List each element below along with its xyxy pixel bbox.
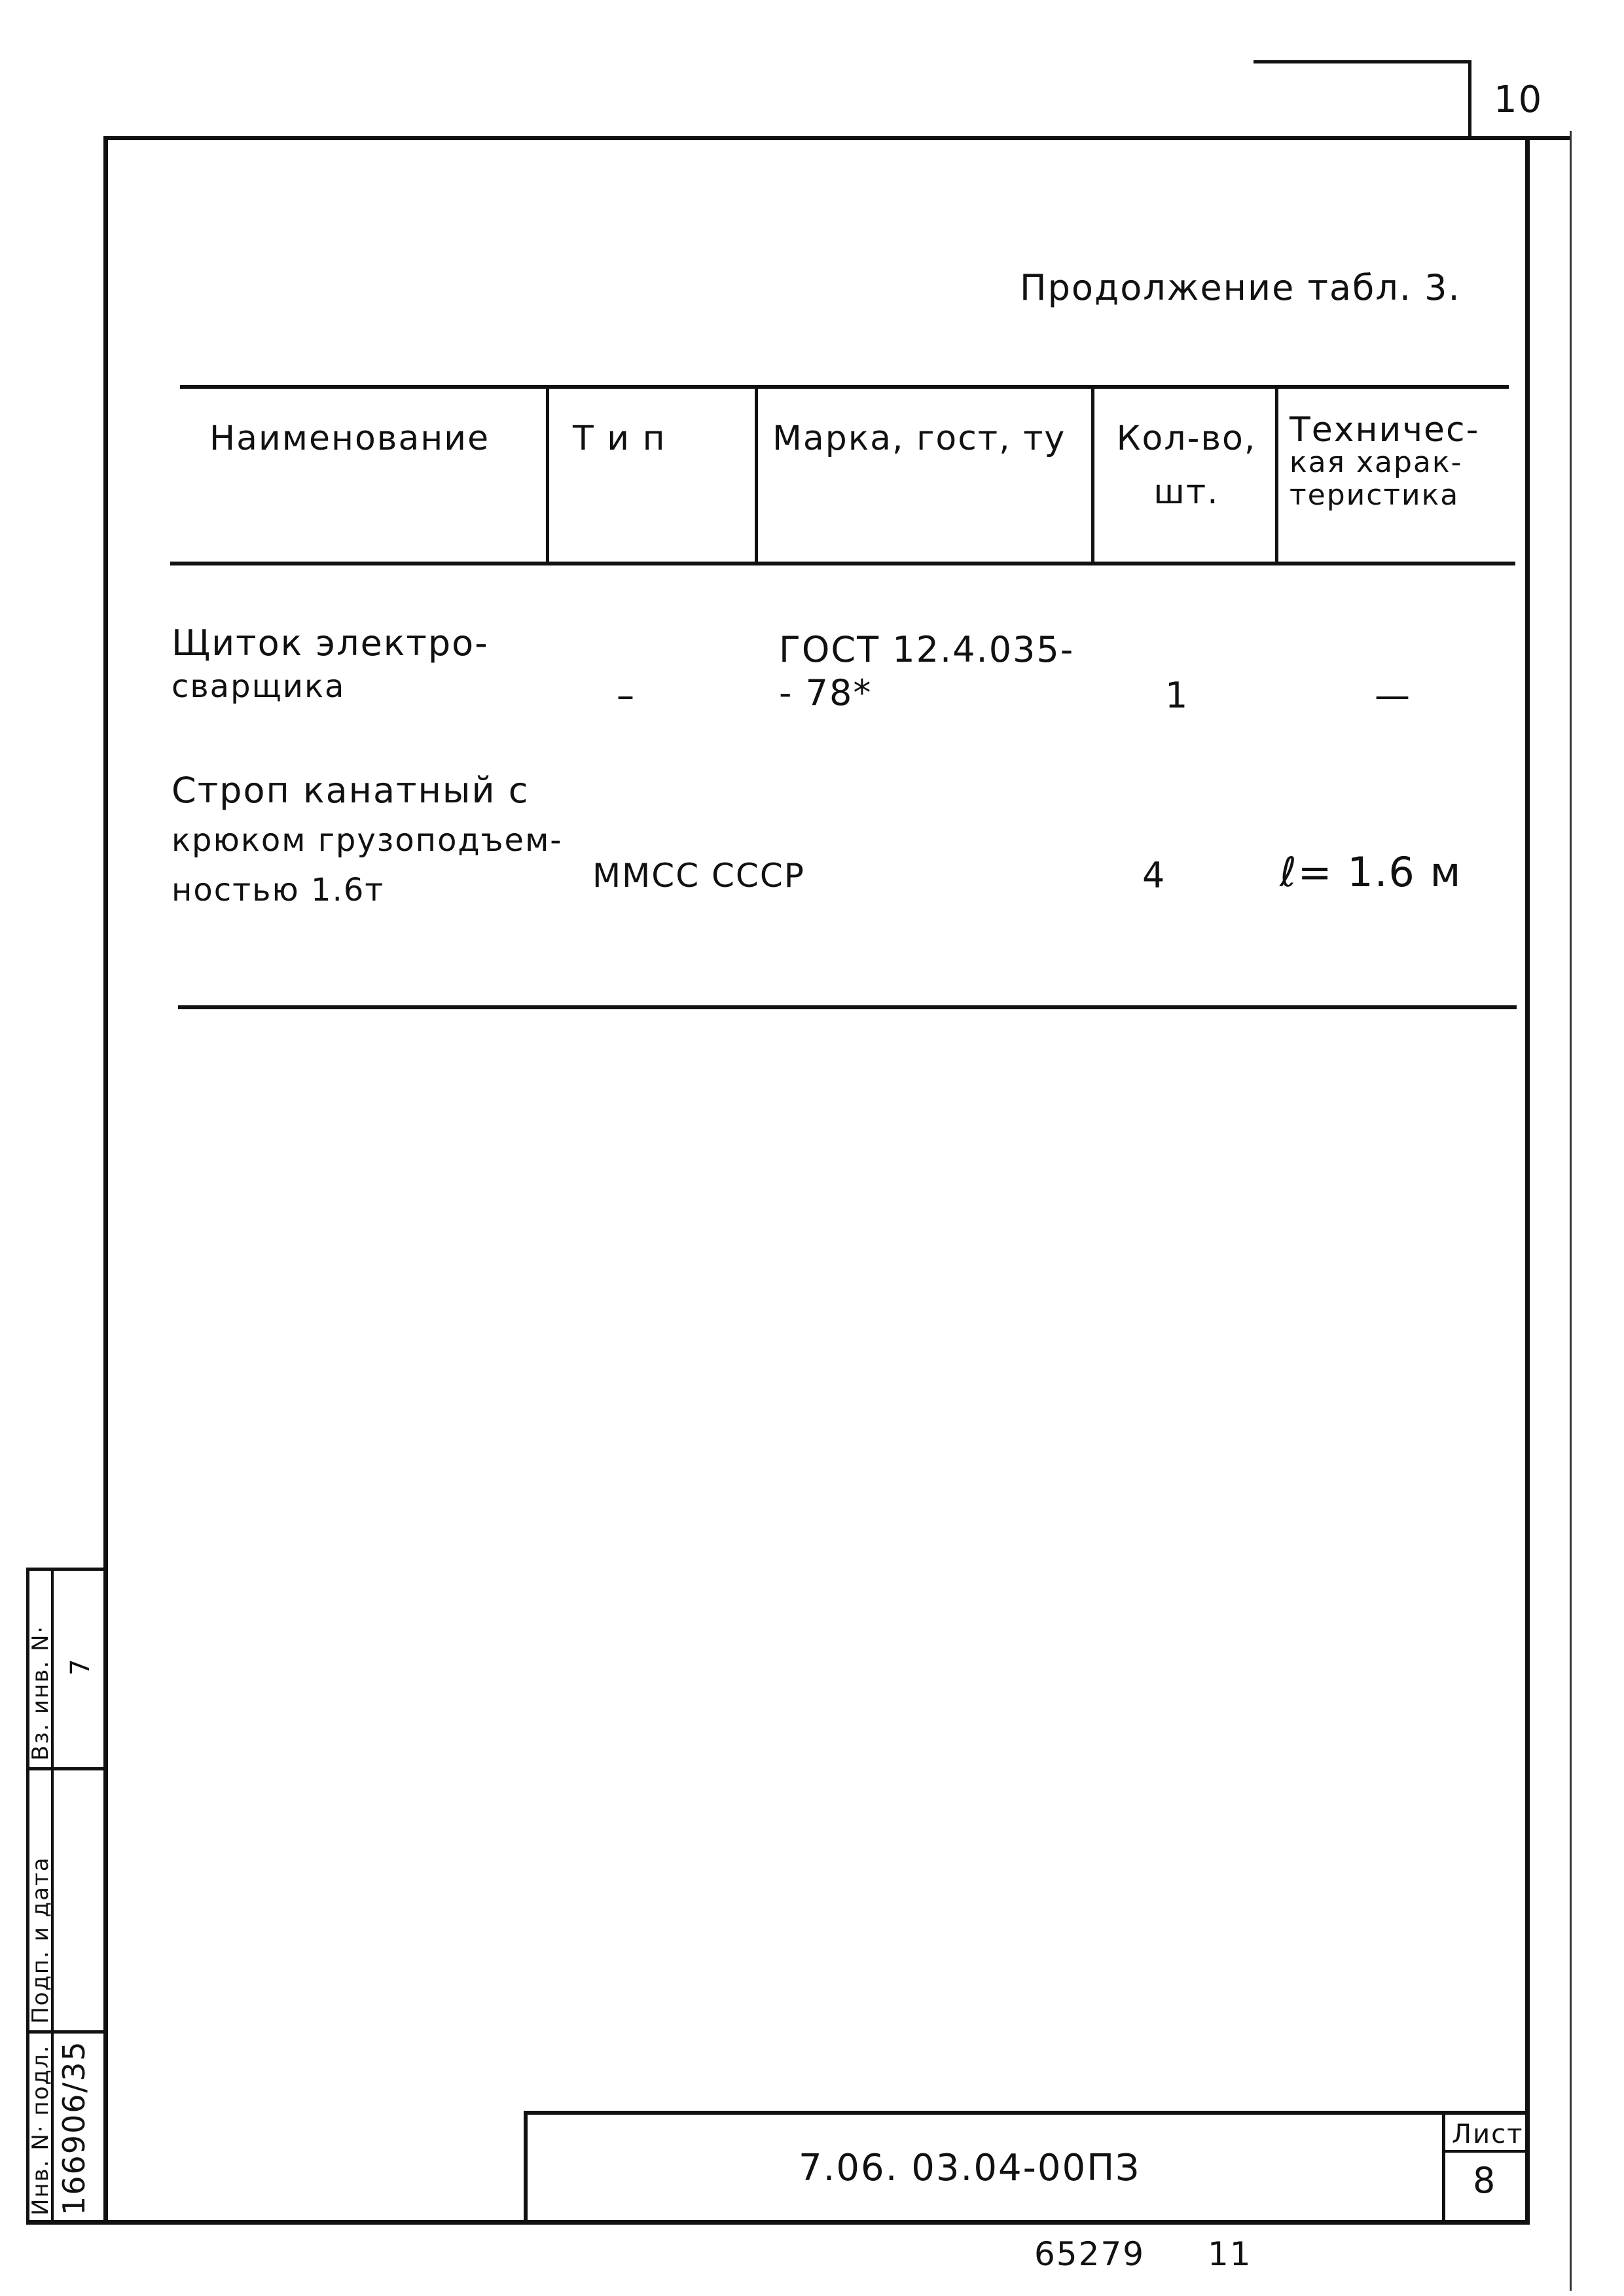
table-header-bottom-line [170,562,1515,565]
row1-mark-line-2: - 78* [779,672,873,713]
row1-name-line-1: Щиток электро- [171,622,489,664]
header-tech-line-3: теристика [1290,478,1460,512]
stamp-label-inv: Инв. N· подл. [27,2044,54,2215]
frame-top [103,136,1570,140]
header-name [209,419,490,458]
header-mark-line: Марка, гост, ту [772,419,1066,458]
row2-qty: 4 [1142,855,1166,896]
row1-mark [779,628,1074,715]
stamp-label-podp: Подп. и дата [27,1856,54,2024]
table-top-line [180,385,1509,389]
stamp-sep-1 [26,1767,106,1770]
page-number: 10 [1494,79,1543,121]
row2-name-line-3: ностью 1.6т [171,872,385,908]
row1-mark-line-1: ГОСТ 12.4.035- [779,629,1075,670]
title-block-top [524,2111,1528,2115]
frame-left [103,136,108,2224]
table-end-line [178,1005,1517,1009]
header-mark [772,419,1066,458]
frame-right [1525,136,1530,2224]
title-block-sheet-sep [1442,2111,1445,2222]
col-sep-3 [1091,385,1094,564]
header-tech-line-2: кая харак- [1290,446,1463,479]
frame-right-outer [1570,131,1572,2291]
row2-name-line-1: Строп канатный с [171,770,530,811]
col-sep-1 [546,385,549,564]
sheet-label: Лист [1452,2119,1524,2149]
row2-type: ММСС СССР [592,857,805,895]
stamp-top-line [26,1568,106,1571]
row2-name-line-2: крюком грузоподъем- [171,822,563,859]
row1-name [171,622,489,708]
row2-name [171,769,563,912]
header-type-line: Т и п [573,419,666,458]
frame-bottom [26,2220,1530,2225]
header-qty [1100,419,1273,512]
row2-tech: ℓ= 1.6 м [1280,848,1462,896]
header-type [573,419,666,458]
row1-name-line-2: сварщика [171,668,346,705]
row1-qty: 1 [1165,675,1189,716]
top-corner-vertical [1468,60,1471,139]
table-caption: Продолжение табл. 3. [1020,267,1461,308]
col-sep-4 [1275,385,1278,564]
footer-number-1: 65279 [1034,2235,1146,2273]
row1-tech: — [1375,675,1411,716]
stamp-label-vz-inv: Вз. инв. N· [27,1624,54,1761]
document-code: 7.06. 03.04-00ПЗ [799,2147,1141,2189]
stamp-inv-number: 166906/35 [56,2040,92,2215]
top-corner-line [1254,60,1470,63]
sheet-number: 8 [1473,2160,1497,2201]
title-block-left [524,2111,528,2222]
header-name-line: Наименование [209,419,490,458]
header-tech [1290,410,1480,512]
header-qty-line-2: шт. [1153,473,1219,512]
row1-type: – [617,675,636,716]
header-qty-line-1: Кол-во, [1116,419,1257,458]
title-block-sheet-mid [1442,2150,1527,2153]
header-tech-line-1: Техничес- [1290,410,1480,450]
stamp-mark: 7 [65,1657,96,1676]
stamp-sep-2 [26,2030,106,2034]
footer-number-2: 11 [1208,2235,1252,2273]
col-sep-2 [755,385,758,564]
